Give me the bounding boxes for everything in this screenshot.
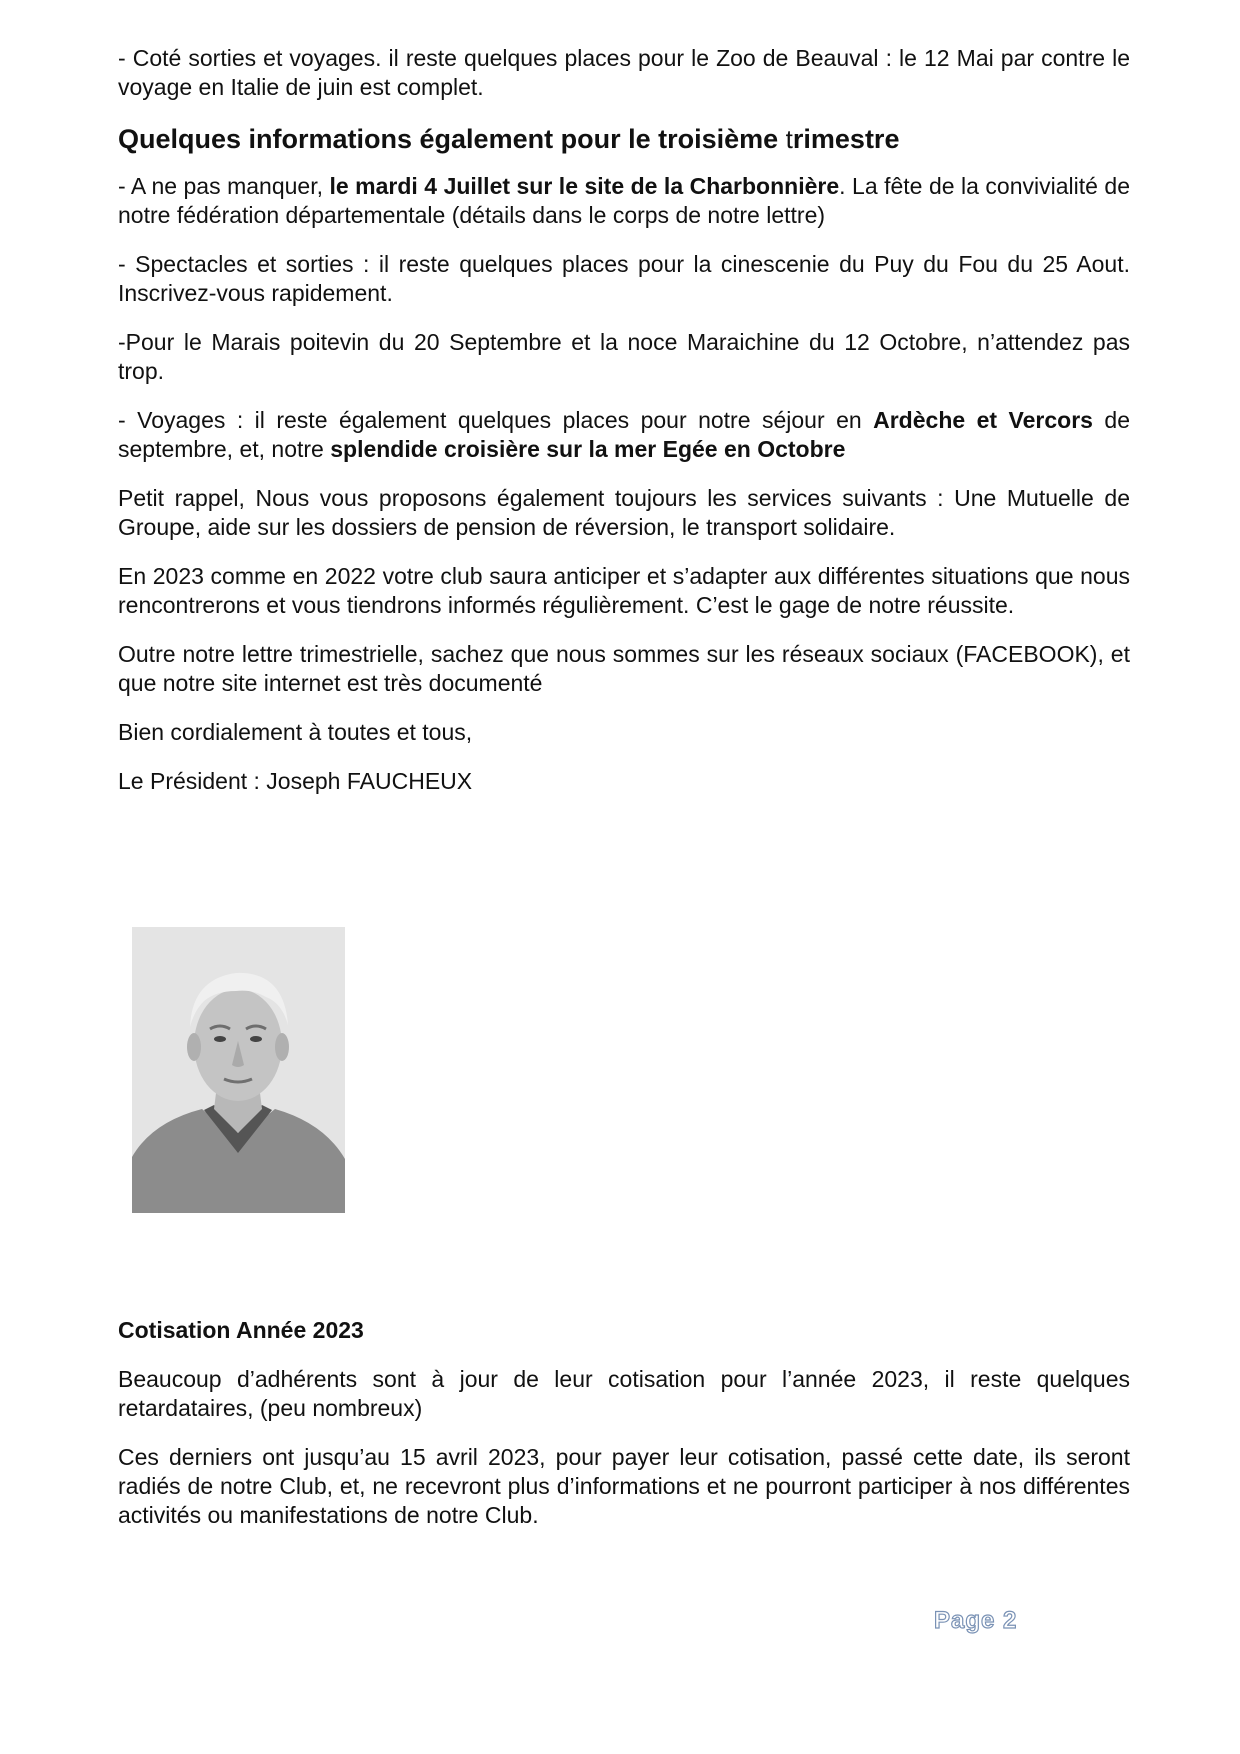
page-number: Page 2 <box>934 1607 1018 1634</box>
main-content <box>118 44 1130 816</box>
p4-text-a: - Voyages : il reste également quelques places pour notre séjour en <box>118 407 874 433</box>
club-paragraph: En 2023 comme en 2022 votre club saura anticiper et s’adapter aux différentes situations que nous rencontrerons et vous tiendrons informés régulièrement. C’est le gage de notre réussite. <box>118 563 1130 618</box>
p4-bold-2: splendide croisière sur la mer Egée en Octobre <box>330 436 846 462</box>
p4-bold-1: Ardèche et Vercors <box>873 407 1093 433</box>
cotisation-paragraph-2: Ces derniers ont jusqu’au 15 avril 2023, pour payer leur cotisation, passé cette date, ils seront radiés de notre Club, et, ne recevront plus d’informations et ne pourront participer à nos différentes activités ou manifestations de notre Club. <box>118 1444 1130 1528</box>
cotisation-section <box>118 1316 1130 1550</box>
sorties-paragraph: - Coté sorties et voyages. il reste quelques places pour le Zoo de Beauval : le 12 Mai par contre le voyage en Italie de juin est complet. <box>118 45 1130 100</box>
voyages-paragraph <box>118 406 1130 464</box>
heading-main: Quelques informations également pour le troisième <box>118 124 786 154</box>
cotisation-title: Cotisation Année 2023 <box>118 1317 364 1343</box>
p1-text-a: - A ne pas manquer, <box>118 173 330 199</box>
spectacles-paragraph: - Spectacles et sorties : il reste quelques places pour la cinescenie du Puy du Fou du 25 Aout. Inscrivez-vous rapidement. <box>118 251 1130 306</box>
marais-paragraph: -Pour le Marais poitevin du 20 Septembre et la noce Maraichine du 12 Octobre, n’attendez pas trop. <box>118 329 1130 384</box>
salutation: Bien cordialement à toutes et tous, <box>118 719 473 745</box>
heading-tri: t <box>785 124 793 154</box>
signature-line: Le Président : Joseph FAUCHEUX <box>118 768 473 794</box>
reseaux-paragraph: Outre notre lettre trimestrielle, sachez que nous sommes sur les réseaux sociaux (FACEBOOK), et que notre site internet est très documenté <box>118 641 1130 696</box>
heading-end: rimestre <box>792 124 900 154</box>
cotisation-paragraph-1: Beaucoup d’adhérents sont à jour de leur cotisation pour l’année 2023, il reste quelques retardataires, (peu nombreux) <box>118 1366 1130 1421</box>
p4-text-b: de septembre, et, notre <box>118 407 1130 462</box>
president-photo <box>132 927 345 1213</box>
rappel-paragraph: Petit rappel, Nous vous proposons également toujours les services suivants : Une Mutuelle de Groupe, aide sur les dossiers de pension de réversion, le transport solidaire. <box>118 485 1130 540</box>
charbonniere-paragraph <box>118 172 1130 230</box>
p1-bold: le mardi 4 Juillet sur le site de la Charbonnière <box>329 173 840 199</box>
section-heading <box>118 122 1130 156</box>
p1-text-b: . La fête de la convivialité de notre fédération départementale (détails dans le corps de notre lettre) <box>118 173 1130 228</box>
